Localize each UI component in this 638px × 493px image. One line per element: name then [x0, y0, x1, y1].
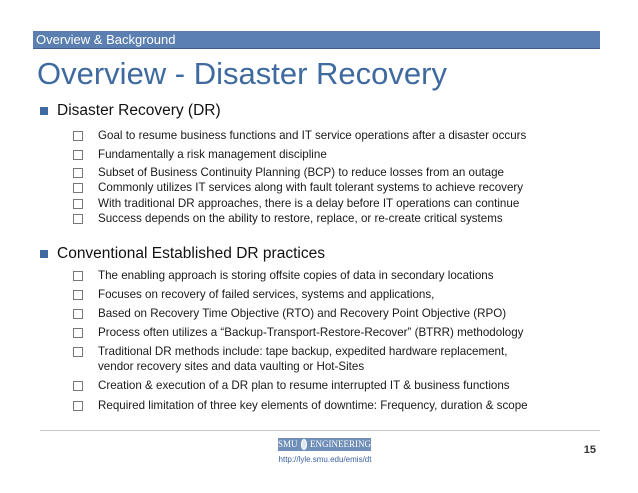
section-header-label: Overview & Background	[36, 32, 176, 47]
list-item: Fundamentally a risk management discipline	[98, 147, 327, 162]
seal-icon	[301, 439, 307, 450]
checkbox-bullet-icon	[73, 168, 83, 178]
list-item: With traditional DR approaches, there is a delay before IT operations can continue	[98, 196, 519, 211]
checkbox-bullet-icon	[73, 199, 83, 209]
checkbox-bullet-icon	[73, 290, 83, 300]
section-heading-conventional-dr	[57, 244, 325, 264]
checkbox-bullet-icon	[73, 328, 83, 338]
square-bullet-icon	[40, 107, 48, 115]
checkbox-bullet-icon	[73, 309, 83, 319]
footer-url: http://lyle.smu.edu/emis/dt	[278, 455, 372, 464]
smu-engineering-logo: SMU ENGINEERING	[278, 439, 371, 449]
list-item: Commonly utilizes IT services along with fault tolerant systems to achieve recovery	[98, 180, 523, 195]
list-item-continuation: vendor recovery sites and data vaulting or Hot-Sites	[98, 360, 365, 373]
list-item: Subset of Business Continuity Planning (BCP) to reduce losses from an outage	[98, 165, 504, 180]
checkbox-bullet-icon	[73, 347, 83, 357]
section-heading-label: Conventional Established DR practices	[57, 245, 325, 262]
square-bullet-icon	[40, 250, 48, 258]
checkbox-bullet-icon	[73, 401, 83, 411]
list-item: Focuses on recovery of failed services, systems and applications,	[98, 287, 434, 302]
checkbox-bullet-icon	[73, 131, 83, 141]
list-item: The enabling approach is storing offsite copies of data in secondary locations	[98, 268, 494, 283]
checkbox-bullet-icon	[73, 183, 83, 193]
list-item: Creation & execution of a DR plan to resume interrupted IT & business functions	[98, 378, 510, 393]
slide-title: Overview - Disaster Recovery	[37, 56, 447, 91]
checkbox-bullet-icon	[73, 381, 83, 391]
section-heading-label: Disaster Recovery (DR)	[57, 102, 221, 119]
section-heading-dr	[57, 101, 221, 121]
checkbox-bullet-icon	[73, 150, 83, 160]
checkbox-bullet-icon	[73, 271, 83, 281]
footer-divider	[40, 430, 600, 431]
list-item: Required limitation of three key elements of downtime: Frequency, duration & scope	[98, 398, 528, 413]
section-header-bar	[33, 31, 600, 49]
list-item: Goal to resume business functions and IT service operations after a disaster occurs	[98, 128, 526, 143]
list-item: Process often utilizes a “Backup-Transport-Restore-Recover” (BTRR) methodology	[98, 325, 523, 340]
list-item: Based on Recovery Time Objective (RTO) and Recovery Point Objective (RPO)	[98, 306, 506, 321]
list-item: Traditional DR methods include: tape backup, expedited hardware replacement,	[98, 344, 507, 359]
page-number: 15	[583, 444, 596, 456]
list-item: Success depends on the ability to restore, replace, or re-create critical systems	[98, 211, 503, 226]
checkbox-bullet-icon	[73, 214, 83, 224]
